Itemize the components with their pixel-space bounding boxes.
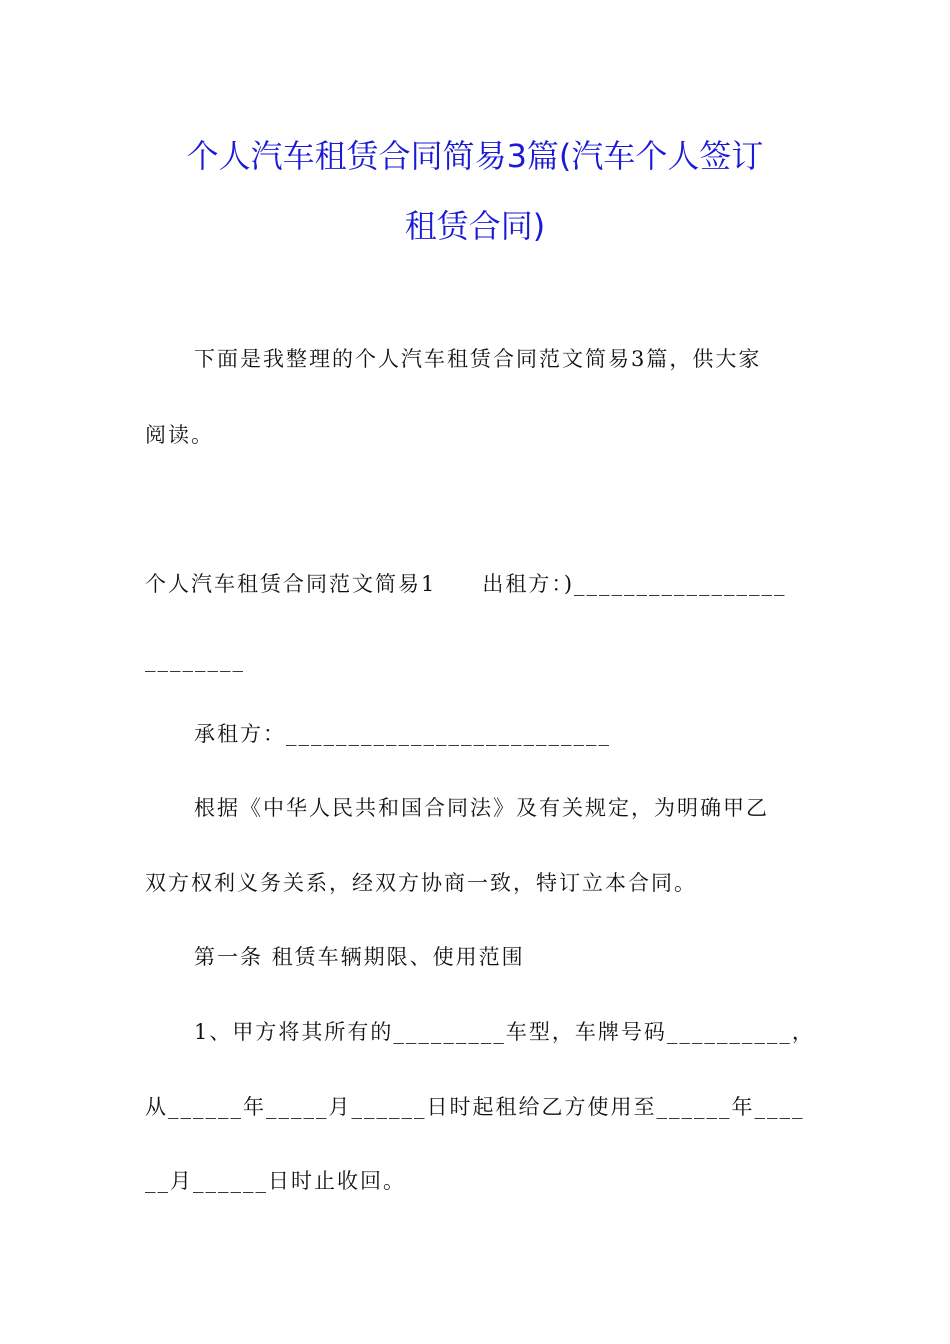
document-title-line-1: 个人汽车租赁合同简易3篇(汽车个人签订 (186, 137, 764, 175)
lessee-line: 承租方：__________________________ (194, 722, 611, 746)
basis-paragraph-line-2: 双方权利义务关系，经双方协商一致，特订立本合同。 (145, 871, 697, 895)
intro-paragraph-line-2: 阅读。 (145, 423, 214, 447)
basis-paragraph-line-1: 根据《中华人民共和国合同法》及有关规定，为明确甲乙 (194, 796, 769, 820)
section-1-heading-line-1: 个人汽车租赁合同范文简易1 出租方：)_________________ (145, 572, 787, 596)
section-1-heading-line-2: ________ (145, 648, 245, 672)
clause-1-line-1: 1、甲方将其所有的_________车型，车牌号码__________， (194, 1020, 815, 1044)
clause-1-line-2: 从______年_____月______日时起租给乙方使用至______年____ (145, 1095, 805, 1119)
clause-1-line-3: __月______日时止收回。 (145, 1169, 406, 1193)
document-title-line-2: 租赁合同) (404, 207, 546, 245)
article-1-heading: 第一条 租赁车辆期限、使用范围 (194, 945, 525, 969)
intro-paragraph-line-1: 下面是我整理的个人汽车租赁合同范文简易3篇，供大家 (194, 347, 762, 371)
